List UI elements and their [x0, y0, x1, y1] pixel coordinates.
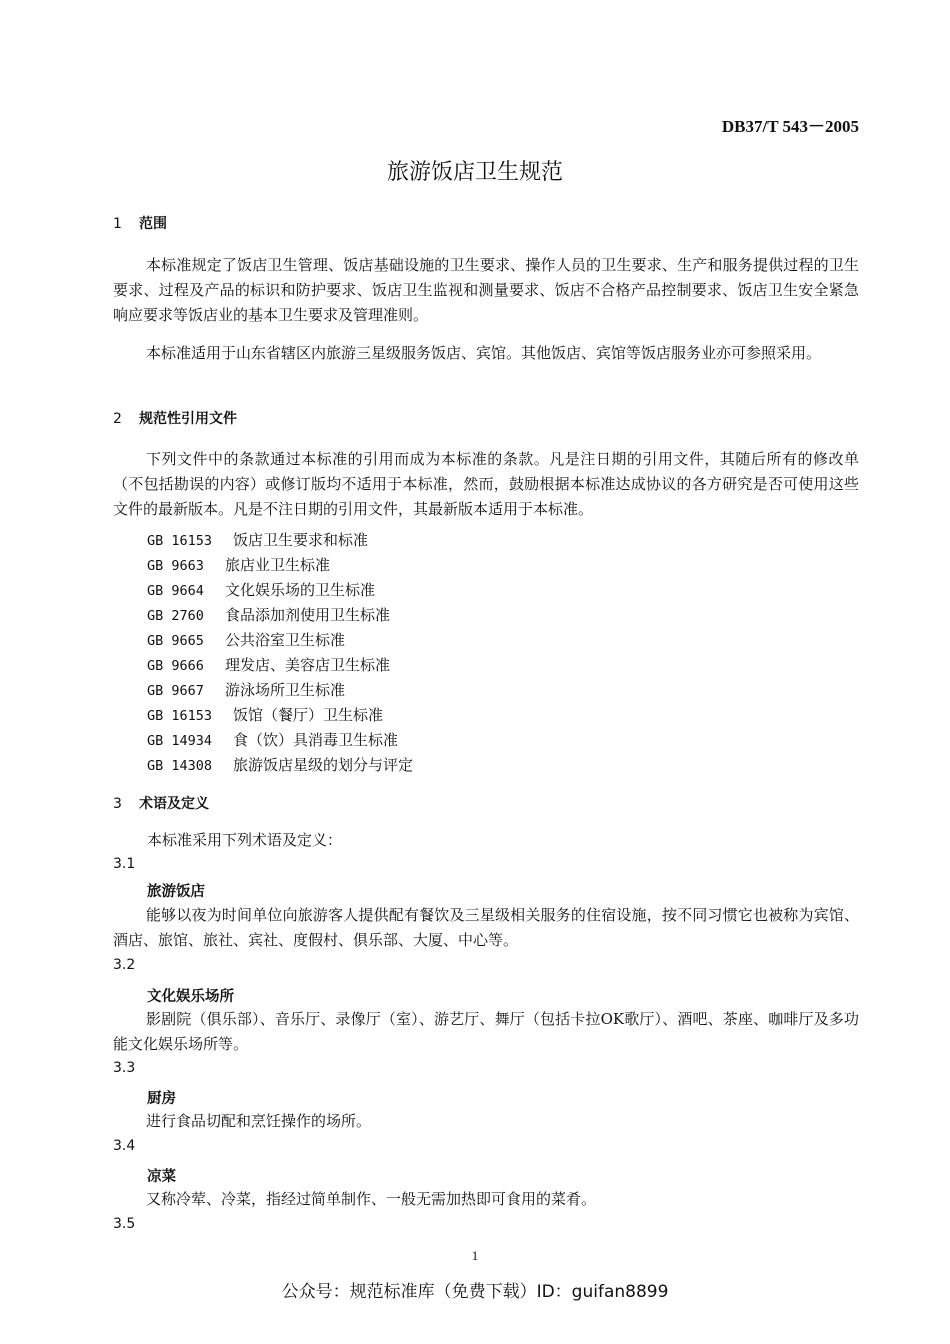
section-3-intro: 本标准采用下列术语及定义：: [147, 831, 343, 849]
reference-item: GB 14934 食（饮）具消毒卫生标准: [147, 731, 399, 749]
clause-number: 3.5: [113, 1216, 136, 1232]
section-title: 规范性引用文件: [139, 411, 237, 427]
standard-code: DB37/T 543－2005: [721, 117, 859, 136]
section-2-heading: [113, 408, 237, 428]
section-number: 1: [113, 216, 122, 232]
reference-item: GB 16153 饭店卫生要求和标准: [147, 531, 369, 549]
clause-number: 3.4: [113, 1138, 136, 1154]
clause-number: 3.2: [113, 957, 136, 973]
reference-item: GB 9667 游泳场所卫生标准: [147, 681, 346, 699]
term-definition: 又称冷荤、冷菜，指经过简单制作、一般无需加热即可食用的菜肴。: [146, 1190, 597, 1208]
reference-item: GB 16153 饭馆（餐厅）卫生标准: [147, 706, 384, 724]
term-definition: 能够以夜为时间单位向旅游客人提供配有餐饮及三星级相关服务的住宿设施，按不同习惯它也被称为宾馆、酒店、旅馆、旅社、宾社、度假村、俱乐部、大厦、中心等。: [113, 906, 859, 949]
reference-item: GB 9663 旅店业卫生标准: [147, 556, 331, 574]
section-1-paragraph-1: 本标准规定了饭店卫生管理、饭店基础设施的卫生要求、操作人员的卫生要求、生产和服务提供过程的卫生要求、过程及产品的标识和防护要求、饭店卫生监视和测量要求、饭店不合格产品控制要求、饭店卫生安全紧急响应要求等饭店业的基本卫生要求及管理准则。: [113, 256, 859, 324]
section-number: 2: [113, 411, 122, 427]
clause-number: 3.3: [113, 1060, 136, 1076]
page-number: 1: [471, 1248, 479, 1263]
term-definition: 影剧院（俱乐部）、音乐厅、录像厅（室）、游艺厅、舞厅（包括卡拉OK歌厅）、酒吧、茶座、咖啡厅及多功能文化娱乐场所等。: [113, 1010, 859, 1053]
reference-item: GB 9666 理发店、美容店卫生标准: [147, 656, 391, 674]
section-title: 术语及定义: [139, 796, 209, 812]
section-number: 3: [113, 796, 122, 812]
term-name: 凉菜: [147, 1169, 176, 1185]
section-1-paragraph-2: 本标准适用于山东省辖区内旅游三星级服务饭店、宾馆。其他饭店、宾馆等饭店服务业亦可参照采用。: [146, 344, 822, 362]
clause-number: 3.1: [113, 856, 136, 872]
term-definition: 进行食品切配和烹饪操作的场所。: [146, 1112, 372, 1130]
reference-item: GB 9665 公共浴室卫生标准: [147, 631, 346, 649]
section-3-heading: [113, 793, 209, 813]
term-name: 厨房: [147, 1091, 176, 1107]
section-title: 范围: [139, 216, 167, 232]
reference-item: GB 14308 旅游饭店星级的划分与评定: [147, 756, 414, 774]
document-title: 旅游饭店卫生规范: [386, 160, 563, 185]
section-1-heading: [113, 213, 167, 233]
term-name: 文化娱乐场所: [147, 989, 234, 1005]
footer-watermark: 公众号：规范标准库（免费下载）ID：guifan8899: [281, 1282, 669, 1302]
reference-item: GB 2760 食品添加剂使用卫生标准: [147, 606, 391, 624]
section-2-paragraph-1: 下列文件中的条款通过本标准的引用而成为本标准的条款。凡是注日期的引用文件，其随后所有的修改单（不包括勘误的内容）或修订版均不适用于本标准，然而，鼓励根据本标准达成协议的各方研究是否可使用这些文件的最新版本。凡是不注日期的引用文件，其最新版本适用于本标准。: [113, 450, 859, 518]
reference-item: GB 9664 文化娱乐场的卫生标准: [147, 581, 376, 599]
term-name: 旅游饭店: [147, 884, 205, 900]
